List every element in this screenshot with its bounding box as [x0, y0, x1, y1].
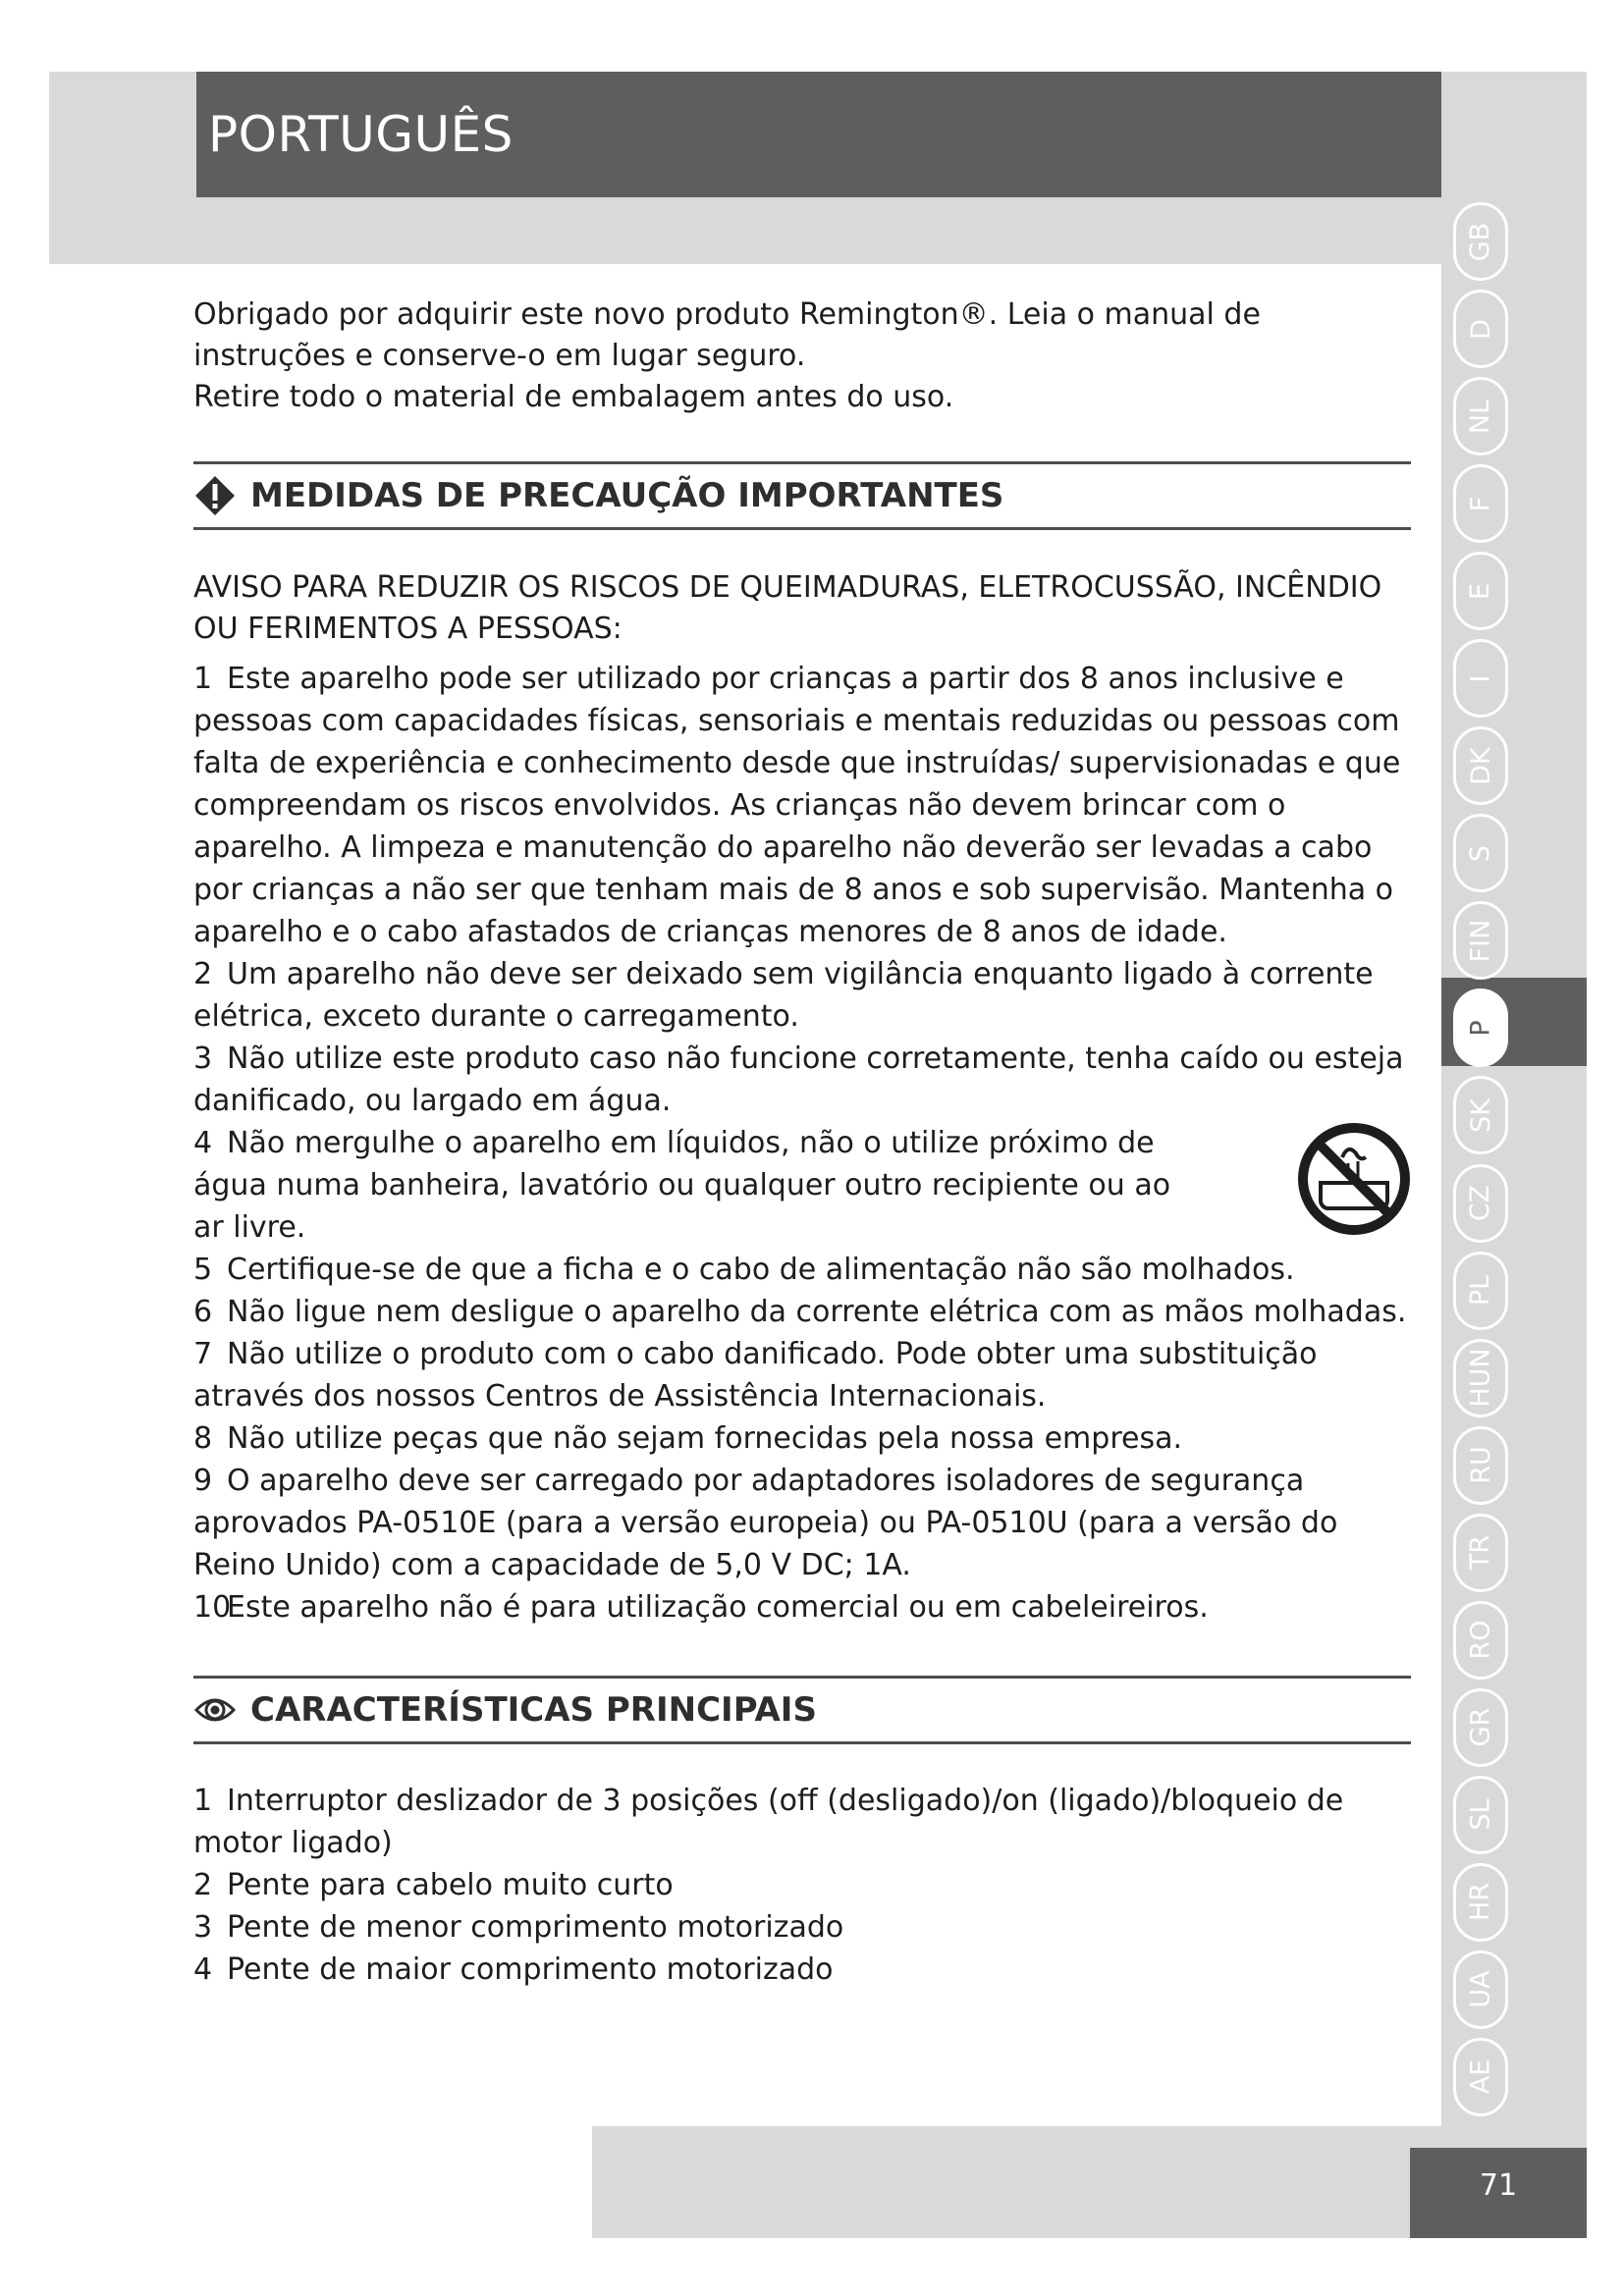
language-tab-ro[interactable] — [1453, 1601, 1508, 1680]
language-tab-fin[interactable] — [1453, 901, 1508, 980]
list-item: 1 Interruptor deslizador de 3 posições (off (desligado)/on (ligado)/bloqueio de motor ligado) — [193, 1784, 1344, 1860]
list-item: 2 Pente para cabelo muito curto — [193, 1868, 674, 1902]
no-water-bath-icon — [1297, 1122, 1411, 1236]
features-heading — [193, 1676, 1411, 1744]
language-tab-i[interactable] — [1453, 639, 1508, 718]
language-tab-hr[interactable] — [1453, 1863, 1508, 1942]
language-tab-gr[interactable] — [1453, 1688, 1508, 1767]
language-tab-cz[interactable] — [1453, 1164, 1508, 1243]
language-tab-dk[interactable] — [1453, 726, 1508, 805]
list-item: 3 Pente de menor comprimento motorizado — [193, 1910, 844, 1945]
language-tab-label: SK — [1465, 1098, 1496, 1133]
list-item: 10Este aparelho não é para utilização comercial ou em cabeleireiros. — [193, 1590, 1209, 1625]
list-item: 4 Não mergulhe o aparelho em líquidos, não o utilize próximo de água numa banheira, lavatório ou qualquer outro recipiente ou ao ar livre. — [193, 1122, 1411, 1249]
language-tab-label: CZ — [1465, 1184, 1496, 1222]
language-tab-label: P — [1465, 1020, 1496, 1037]
intro-thanks: Obrigado por adquirir este novo produto Remington®. Leia o manual de instruções e conserve-o em lugar seguro. — [193, 297, 1261, 373]
list-item: 7 Não utilize o produto com o cabo danificado. Pode obter uma substituição através dos nossos Centros de Assistência Internacionais. — [193, 1337, 1318, 1414]
language-tab-label: GB — [1465, 222, 1496, 261]
language-tab-label: DK — [1465, 747, 1496, 785]
language-tab-p[interactable] — [1453, 988, 1508, 1067]
list-item: 8 Não utilize peças que não sejam fornecidas pela nossa empresa. — [193, 1421, 1183, 1456]
page-number: 71 — [1410, 2148, 1587, 2238]
language-tab-label: RO — [1465, 1620, 1496, 1660]
language-tab-label: HR — [1465, 1883, 1496, 1922]
language-tab-label: RU — [1465, 1446, 1496, 1484]
language-tab-label: F — [1465, 496, 1496, 511]
safety-heading-text: MEDIDAS DE PRECAUÇÃO IMPORTANTES — [250, 476, 1004, 515]
language-tab-label: S — [1465, 844, 1496, 862]
language-tab-hun[interactable] — [1453, 1339, 1508, 1417]
list-item: 1 Este aparelho pode ser utilizado por crianças a partir dos 8 anos inclusive e pessoas com capacidades físicas, sensoriais e mentais reduzidas ou pessoas com falta de experiência e conhecimento desde que instruídas/ supervisionadas e que compreendam os riscos envolvidos. As crianças não devem brincar com o aparelho. A limpeza e manutenção do aparelho não deverão ser levadas a cabo por crianças a não ser que tenham mais de 8 anos e sob supervisão. Mantenha o aparelho e o cabo afastados de crianças menores de 8 anos de idade. — [193, 662, 1401, 949]
page-title: PORTUGUÊS — [196, 72, 1441, 197]
language-tab-sl[interactable] — [1453, 1776, 1508, 1854]
list-item: 9 O aparelho deve ser carregado por adaptadores isoladores de segurança aprovados PA-0510E (para a versão europeia) ou PA-0510U (para a versão do Reino Unido) com a capacidade de 5,0 V DC; 1A. — [193, 1464, 1338, 1582]
safety-heading — [193, 461, 1411, 530]
safety-list — [193, 658, 1411, 1629]
language-tab-ru[interactable] — [1453, 1426, 1508, 1505]
language-tab-d[interactable] — [1453, 290, 1508, 368]
language-tab-e[interactable] — [1453, 552, 1508, 630]
language-tab-label: GR — [1465, 1707, 1496, 1747]
language-tab-label: NL — [1465, 399, 1496, 434]
language-tab-label: SL — [1465, 1798, 1496, 1831]
language-tab-nl[interactable] — [1453, 377, 1508, 455]
language-tab-label: AE — [1465, 2059, 1496, 2095]
main-content — [193, 294, 1411, 1991]
language-tab-tr[interactable] — [1453, 1514, 1508, 1592]
features-list — [193, 1780, 1411, 1991]
warning-diamond-icon — [193, 474, 237, 517]
features-heading-text: CARACTERÍSTICAS PRINCIPAIS — [250, 1690, 817, 1730]
language-tab-label: TR — [1465, 1535, 1496, 1571]
list-item: 6 Não ligue nem desligue o aparelho da corrente elétrica com as mãos molhadas. — [193, 1295, 1407, 1329]
language-tab-ua[interactable] — [1453, 1950, 1508, 2029]
language-tab-label: PL — [1465, 1274, 1496, 1307]
list-item: 2 Um aparelho não deve ser deixado sem vigilância enquanto ligado à corrente elétrica, exceto durante o carregamento. — [193, 957, 1374, 1034]
language-tabs — [1441, 202, 1520, 2116]
language-tab-gb[interactable] — [1453, 202, 1508, 281]
language-tab-label: UA — [1465, 1970, 1496, 2009]
list-item: 5 Certifique-se de que a ficha e o cabo de alimentação não são molhados. — [193, 1253, 1295, 1287]
safety-warning: AVISO PARA REDUZIR OS RISCOS DE QUEIMADURAS, ELETROCUSSÃO, INCÊNDIO OU FERIMENTOS A PESSOAS: — [193, 570, 1382, 646]
language-tab-f[interactable] — [1453, 464, 1508, 543]
language-tab-label: FIN — [1465, 919, 1496, 963]
intro-packaging: Retire todo o material de embalagem antes do uso. — [193, 380, 954, 414]
list-item: 3 Não utilize este produto caso não funcione corretamente, tenha caído ou esteja danificado, ou largado em água. — [193, 1041, 1404, 1118]
language-tab-label: E — [1465, 582, 1496, 600]
list-item: 4 Pente de maior comprimento motorizado — [193, 1952, 834, 1987]
language-tab-label: HUN — [1465, 1348, 1496, 1408]
language-tab-pl[interactable] — [1453, 1252, 1508, 1330]
language-tab-sk[interactable] — [1453, 1076, 1508, 1154]
language-tab-s[interactable] — [1453, 814, 1508, 892]
language-tab-label: D — [1465, 318, 1496, 340]
language-tab-ae[interactable] — [1453, 2038, 1508, 2116]
language-tab-label: I — [1465, 674, 1496, 683]
eye-icon — [193, 1688, 237, 1732]
